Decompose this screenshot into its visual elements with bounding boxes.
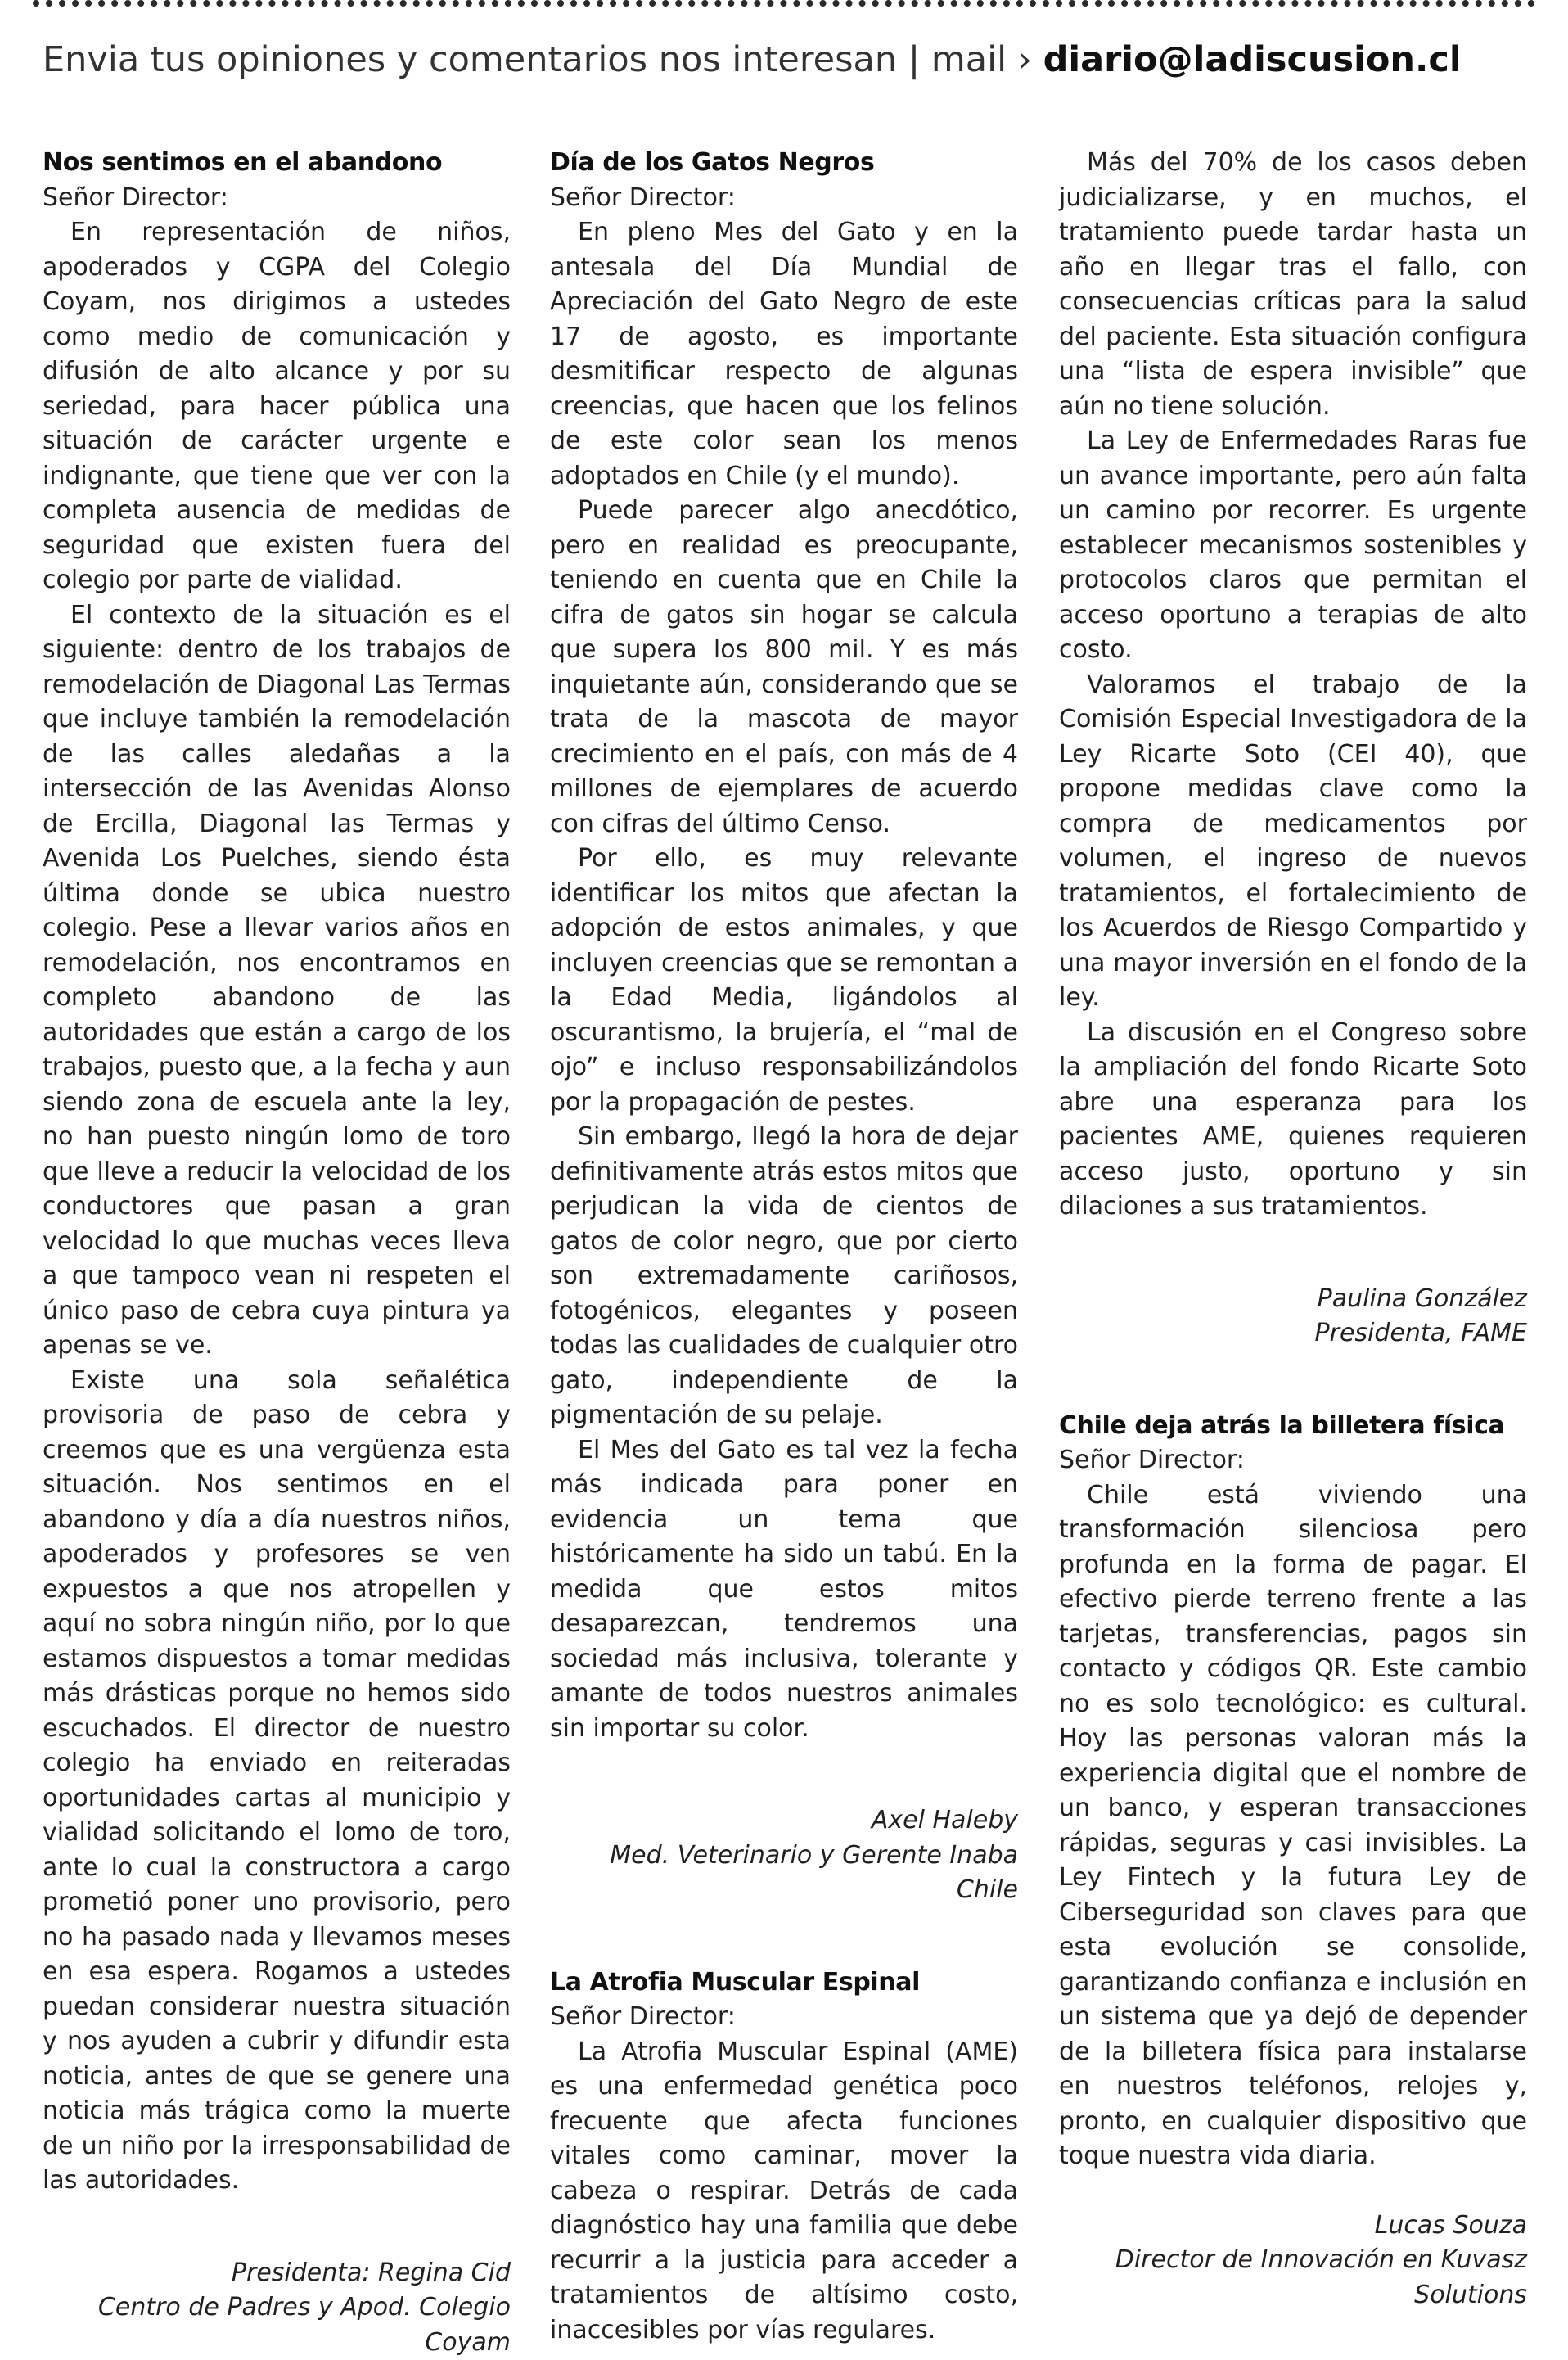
letter-salutation: Señor Director: — [1059, 1446, 1245, 1474]
letter-salutation: Señor Director: — [550, 2002, 736, 2031]
letter-title: Nos sentimos en el abandono — [43, 148, 443, 177]
top-dotted-rule — [33, 0, 1535, 13]
letter-paragraph: El Mes del Gato es tal vez la fecha más indicada para poner en evidencia un tema que históricamente ha sido un tabú. En la medida que estos mitos desaparezcan, tendremos una sociedad más inclusiva, tolerante y amante de todos nuestros animales sin importar su color. — [550, 1435, 1018, 1743]
letter-signature-name: Lucas Souza — [1374, 2210, 1527, 2240]
letter-paragraph: Por ello, es muy relevante identificar los mitos que afectan la adopción de estos animales, y que incluyen creencias que se remontan a la Edad Media, ligándolos al oscurantismo, la brujería, el “mal de ojo” e incluso responsabilizándolos por la propagación de pestes. — [550, 844, 1018, 1117]
letter-billetera-fisica — [1059, 1409, 1527, 2313]
column-1 — [43, 146, 511, 2360]
letter-ame-part-1 — [550, 1965, 1018, 2349]
letter-title: Día de los Gatos Negros — [550, 148, 875, 177]
letter-paragraph: La discusión en el Congreso sobre la ampliación del fondo Ricarte Soto abre una esperanza para los pacientes AME, quienes requieren acceso justo, oportuno y sin dilaciones a sus tratamientos. — [1059, 1018, 1527, 1221]
letter-signature-affiliation: Centro de Padres y Apod. Colegio Coyam — [97, 2293, 511, 2357]
contact-banner — [43, 31, 1462, 88]
letter-signature-affiliation: Presidenta, FAME — [1314, 1319, 1527, 1347]
letter-paragraph: El contexto de la situación es el siguiente: dentro de los trabajos de remodelación de Diagonal Las Termas que incluye también la remodelación de las calles aledañas a la intersección de las Avenidas Alonso de Ercilla, Diagonal las Termas y Avenida Los Puelches, siendo ésta última donde se ubica nuestro colegio. Pese a llevar varios años en remodelación, nos encontramos en completo abandono de las autoridades que están a cargo de los trabajos, puesto que, a la fecha y aun siendo zona de escuela ante la ley, no han puesto ningún lomo de toro que lleve a reducir la velocidad de los conductores que pasan a gran velocidad lo que muchas veces lleva a que tampoco vean ni respeten el único paso de cebra cuya pintura ya apenas se ve. — [43, 600, 511, 1360]
letter-salutation: Señor Director: — [43, 183, 228, 212]
letter-title: Chile deja atrás la billetera física — [1059, 1410, 1505, 1440]
contact-banner-text: Envia tus opiniones y comentarios nos interesan | mail › — [43, 39, 1043, 80]
column-3 — [1059, 146, 1527, 2313]
letter-signature-name: Paulina González — [1317, 1284, 1527, 1313]
letter-signature-name: Axel Haleby — [871, 1806, 1018, 1834]
letter-paragraph: Existe una sola señalética provisoria de paso de cebra y creemos que es una vergüenza esta situación. Nos sentimos en el abandono y día a día nuestros niños, apoderados y profesores se ven expuestos a que nos atropellen y aquí no sobra ningún niño, por lo que estamos dispuestos a tomar medidas más drásticas porque no hemos sido escuchados. El director de nuestro colegio ha enviado en reiteradas oportunidades cartas al municipio y vialidad solicitando el lomo de toro, ante lo cual la constructora a cargo prometió poner uno provisorio, pero no ha pasado nada y llevamos meses en esa espera. Rogamos a ustedes puedan considerar nuestra situación y nos ayuden a cubrir y difundir esta noticia, antes de que se genere una noticia más trágica como la muerte de un niño por la irresponsabilidad de las autoridades. — [43, 1365, 511, 2195]
letter-paragraph: Chile está viviendo una transformación silenciosa pero profunda en la forma de pagar. El efectivo pierde terreno frente a las tarjetas, transferencias, pagos sin contacto y códigos QR. Este cambio no es solo tecnológico: es cultural. Hoy las personas valoran más la experiencia digital que el nombre de un banco, y esperan transacciones rápidas, seguras y casi invisibles. La Ley Fintech y la futura Ley de Ciberseguridad son claves para que esta evolución se consolide, garantizando confianza e inclusión en un sistema que ya dejó de depender de la billetera física para instalarse en nuestros teléfonos, relojes y, pronto, en cualquier dispositivo que toque nuestra vida diaria. — [1059, 1480, 1527, 2170]
column-2 — [550, 146, 1018, 2348]
letter-abandono — [43, 146, 511, 2360]
letter-ame-part-2 — [1059, 146, 1527, 1351]
letter-paragraph: En representación de niños, apoderados y CGPA del Colegio Coyam, nos dirigimos a ustedes como medio de comunicación y difusión de alto alcance y por su seriedad, para hacer pública una situación de carácter urgente e indignante, que tiene que ver con la completa ausencia de medidas de seguridad que existen fuera del colegio por parte de vialidad. — [43, 218, 511, 594]
letter-gatos-negros — [550, 146, 1018, 1908]
letter-paragraph: La Atrofia Muscular Espinal (AME) es una enfermedad genética poco frecuente que afecta funciones vitales como caminar, mover la cabeza o respirar. Detrás de cada diagnóstico hay una familia que debe recurrir a la justicia para acceder a tratamientos de altísimo costo, inaccesibles por vías regulares. — [550, 2037, 1018, 2344]
letter-paragraph: En pleno Mes del Gato y en la antesala del Día Mundial de Apreciación del Gato Negro de este 17 de agosto, es importante desmitificar respecto de algunas creencias, que hacen que los felinos de este color sean los menos adoptados en Chile (y el mundo). — [550, 218, 1018, 490]
letter-paragraph: Más del 70% de los casos deben judicializarse, y en muchos, el tratamiento puede tardar hasta un año en llegar tras el fallo, con consecuencias críticas para la salud del paciente. Esta situación configura una “lista de espera invisible” que aún no tiene solución. — [1059, 148, 1527, 421]
letter-salutation: Señor Director: — [550, 183, 736, 212]
contact-email-link[interactable]: diario@ladiscusion.cl — [1043, 39, 1462, 80]
letter-title: La Atrofia Muscular Espinal — [550, 1967, 920, 1997]
letter-paragraph: Puede parecer algo anecdótico, pero en realidad es preocupante, teniendo en cuenta que en Chile la cifra de gatos sin hogar se calcula que supera los 800 mil. Y es más inquietante aún, considerando que se trata de la mascota de mayor crecimiento en el país, con más de 4 millones de ejemplares de acuerdo con cifras del último Censo. — [550, 496, 1018, 838]
letter-signature-name: Presidenta: Regina Cid — [231, 2258, 511, 2287]
letter-paragraph: Valoramos el trabajo de la Comisión Especial Investigadora de la Ley Ricarte Soto (CEI 40), que propone medidas clave como la compra de medicamentos por volumen, el ingreso de nuevos tratamientos, el fortalecimiento de los Acuerdos de Riesgo Compartido y una mayor inversión en el fondo de la ley. — [1059, 670, 1527, 1012]
letter-signature-affiliation: Director de Innovación en Kuvasz Solutions — [1115, 2245, 1527, 2309]
letter-paragraph: Sin embargo, llegó la hora de dejar definitivamente atrás estos mitos que perjudican la vida de cientos de gatos de color negro, que por cierto son extremadamente cariñosos, fotogénicos, elegantes y poseen todas las cualidades de cualquier otro gato, independiente de la pigmentación de su pelaje. — [550, 1122, 1018, 1429]
letter-signature-affiliation: Med. Veterinario y Gerente Inaba Chile — [610, 1840, 1018, 1904]
letter-paragraph: La Ley de Enfermedades Raras fue un avance importante, pero aún falta un camino por recorrer. Es urgente establecer mecanismos sostenibles y protocolos claros que permitan el acceso oportuno a terapias de alto costo. — [1059, 426, 1527, 664]
